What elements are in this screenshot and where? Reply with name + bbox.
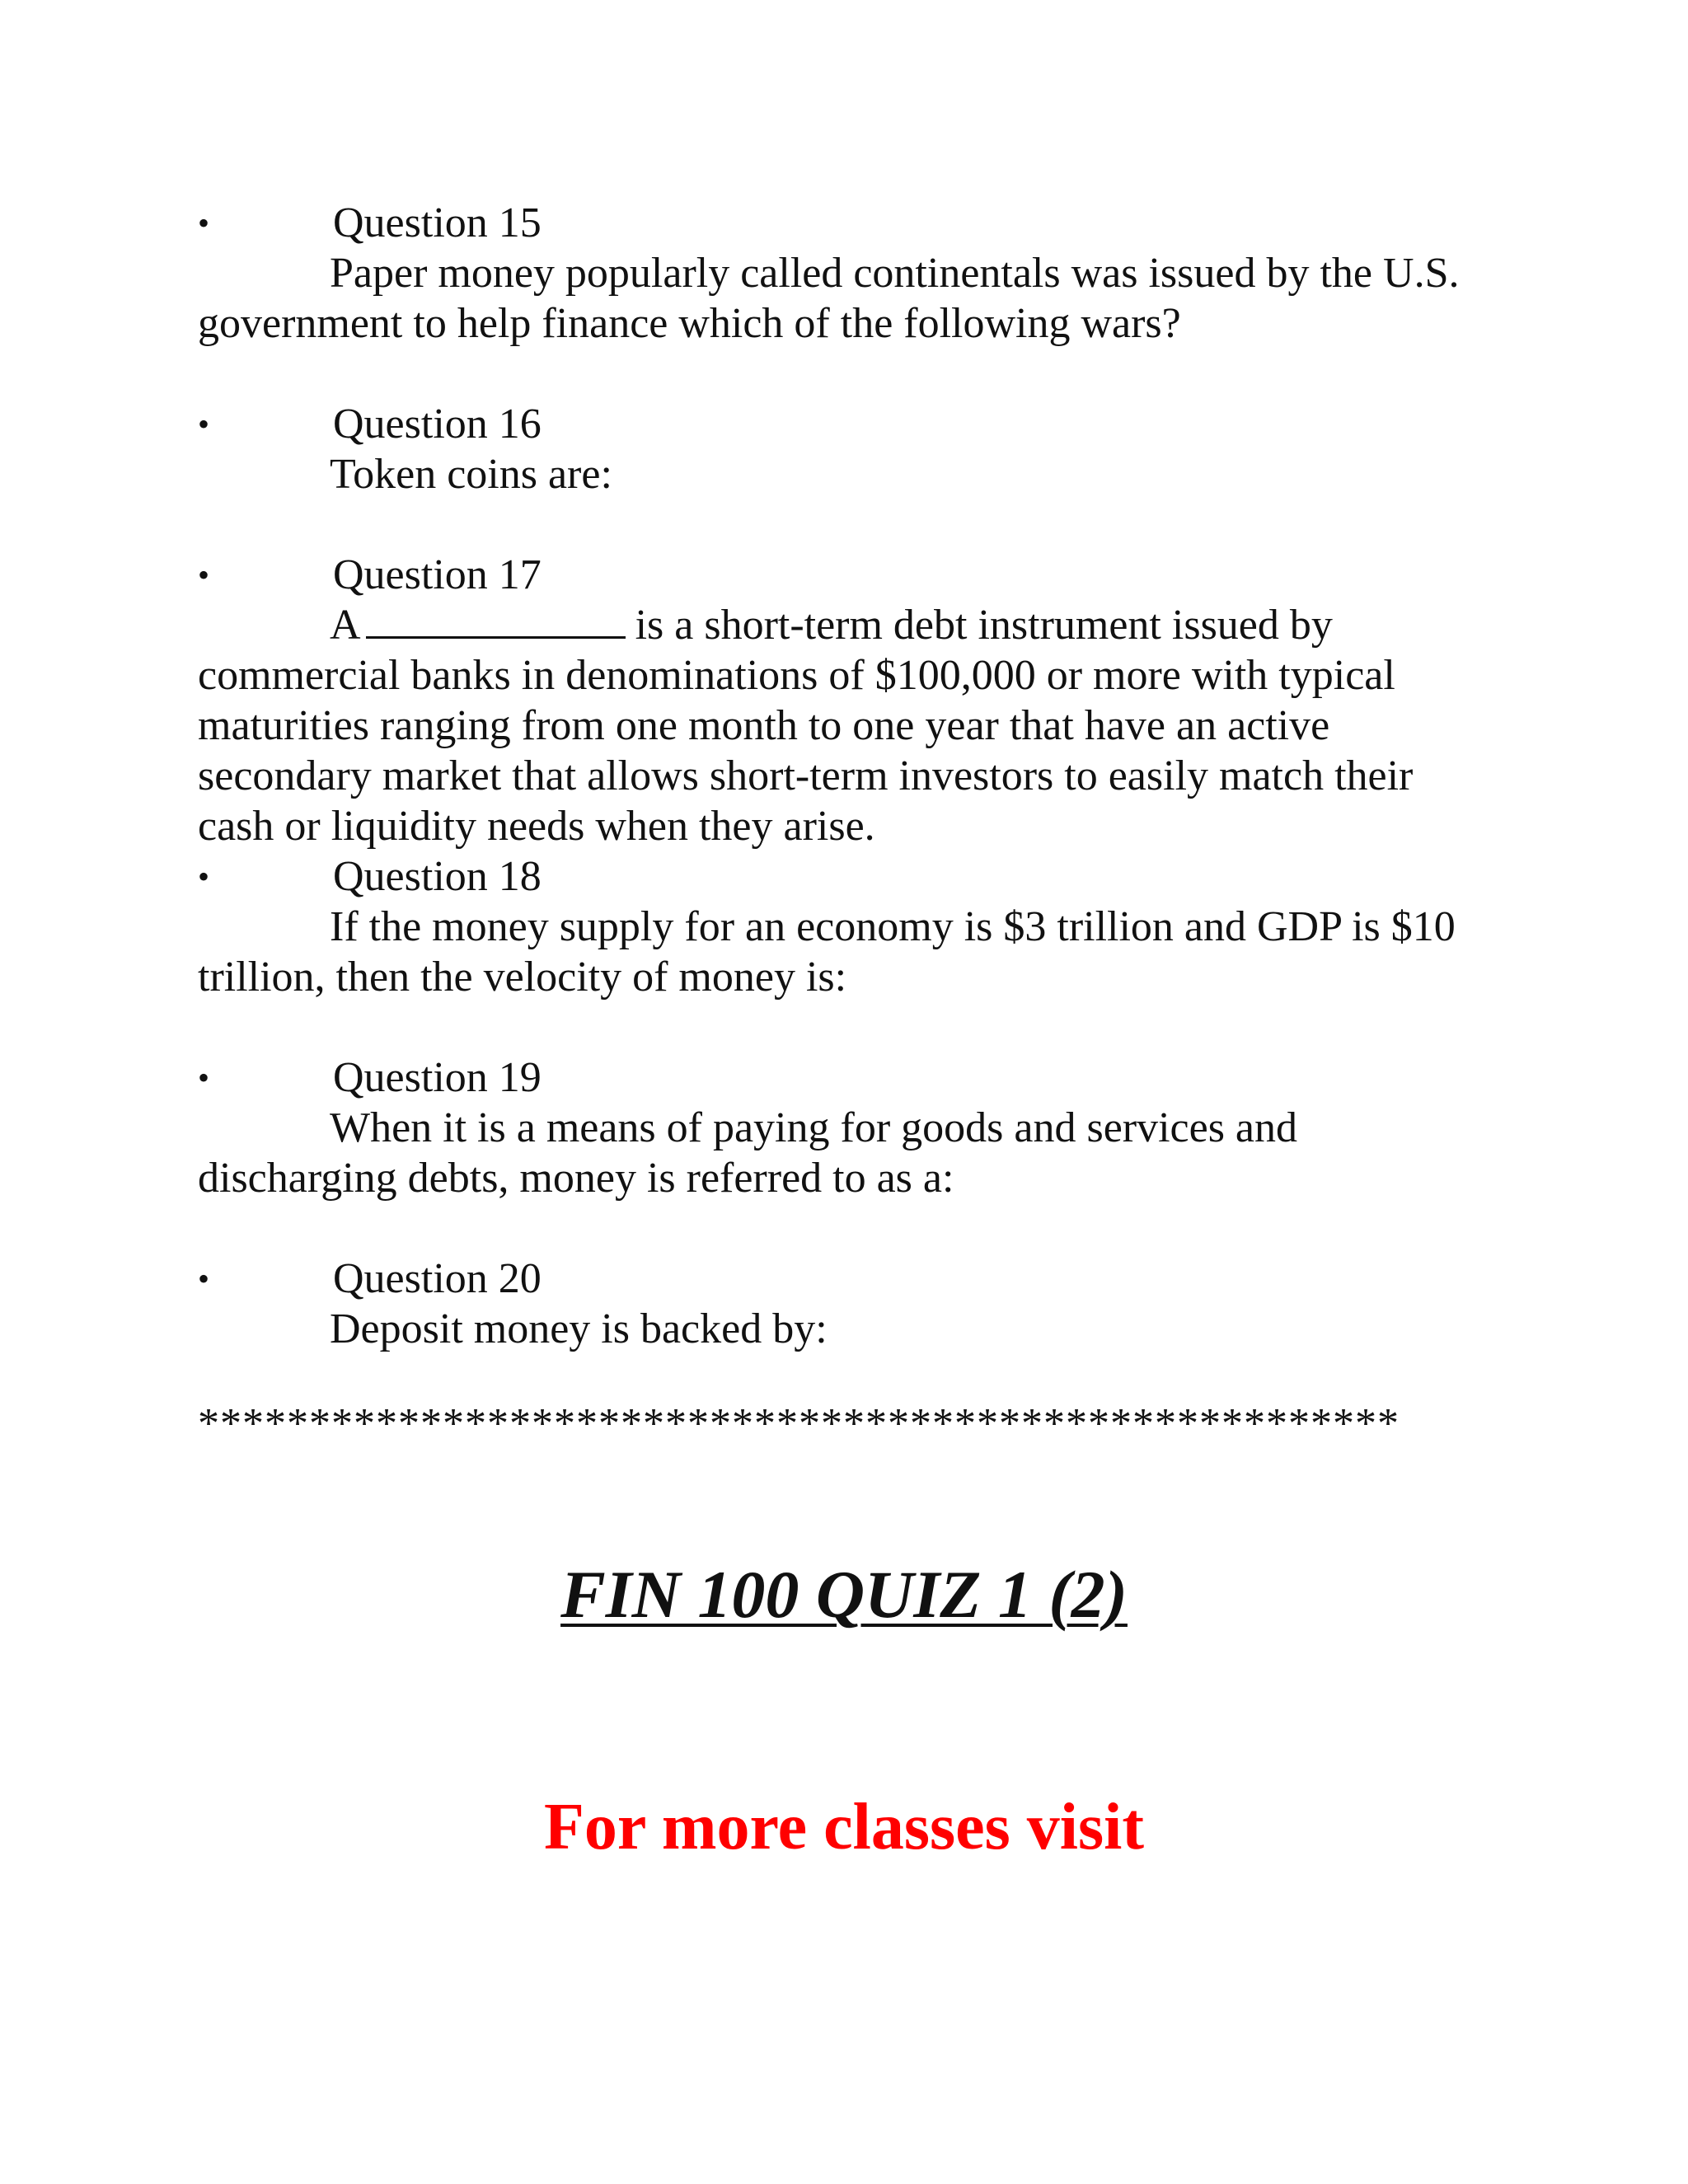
quiz-title [0,1556,1688,1633]
bullet: • [198,204,210,241]
question-title: Question 19 [333,1054,542,1101]
bullet: • [198,405,210,443]
question-title: Question 15 [333,199,542,246]
question-text: When it is a means of paying for goods and services and discharging debts, money is referred to as a: [198,1104,1298,1202]
question-text-start: A [330,602,361,649]
question-text: Deposit money is backed by: [330,1305,828,1352]
fill-in-blank [366,600,626,639]
bullet: • [198,1260,210,1297]
question-text [198,600,1484,851]
question-text-end: is a short-term debt instrument issued by commercial banks in denominations of $100,000 or more with typical maturities ranging from one month to one year that have an active secondary market that allows short-term investors to easily match their cash or liquidity needs when they arise. [198,602,1414,850]
question-title: Question 16 [333,401,542,448]
bullet: • [198,858,210,895]
promo-text: For more classes visit [543,1791,1144,1863]
question-title: Question 18 [333,853,542,900]
bullet: • [198,556,210,593]
question-title: Question 20 [333,1255,542,1302]
separator-stars: ****************************************************** [198,1400,1400,1447]
question-text: Paper money popularly called continentals was issued by the U.S. government to help finance which of the following wars? [198,250,1460,347]
question-text: Token coins are: [330,451,612,498]
question-text: If the money supply for an economy is $3 trillion and GDP is $10 trillion, then the velocity of money is: [198,903,1456,1001]
quiz-title-text: FIN 100 QUIZ 1 (2) [560,1557,1128,1632]
question-title: Question 17 [333,551,542,598]
bullet: • [198,1059,210,1096]
